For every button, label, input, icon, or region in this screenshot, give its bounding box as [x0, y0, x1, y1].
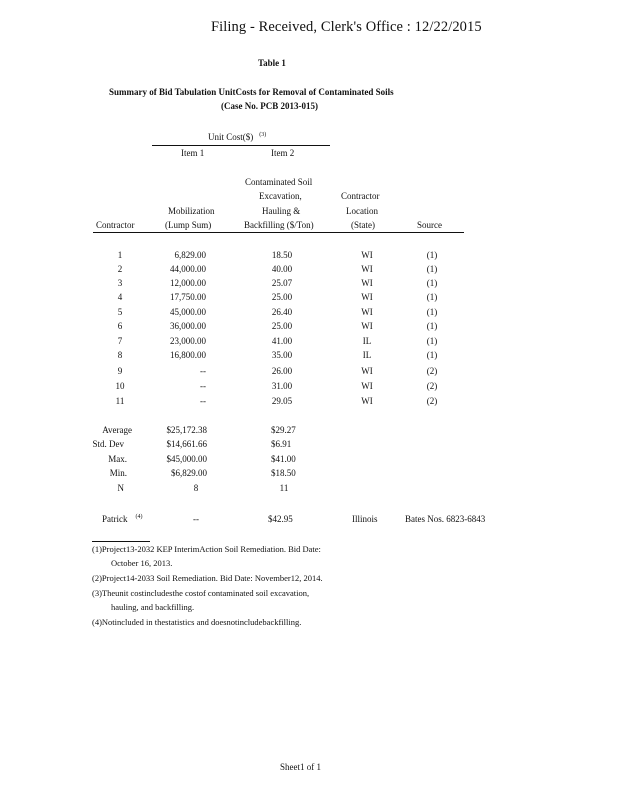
row-excavation: 31.00 — [271, 381, 293, 391]
stat-excavation: $41.00 — [271, 454, 296, 464]
excav-header-3: Hauling & — [262, 206, 301, 216]
row-mobilization: 45,000.00 — [170, 307, 206, 317]
row-excavation: 26.00 — [271, 366, 293, 376]
row-contractor: 11 — [115, 396, 125, 406]
patrick-mobilization: -- — [193, 514, 199, 524]
row-source: (1) — [426, 307, 438, 317]
row-excavation: 18.50 — [271, 250, 293, 260]
row-location: WI — [361, 396, 373, 406]
row-contractor: 4 — [117, 292, 123, 302]
row-mobilization: 17,750.00 — [170, 292, 206, 302]
footnote-1-cont: October 16, 2013. — [111, 558, 173, 568]
row-location: WI — [361, 307, 373, 317]
mobilization-header-1: Mobilization — [168, 206, 215, 216]
row-location: WI — [361, 250, 373, 260]
row-location: WI — [361, 278, 373, 288]
row-excavation: 26.40 — [271, 307, 293, 317]
row-excavation: 40.00 — [271, 264, 293, 274]
row-contractor: 8 — [117, 350, 123, 360]
stat-label: Max. — [108, 454, 127, 464]
row-mobilization: -- — [200, 396, 206, 406]
row-source: (1) — [426, 350, 438, 360]
stat-label: Average — [102, 425, 132, 435]
source-header: Source — [417, 220, 442, 230]
row-source: (2) — [426, 396, 438, 406]
item1-label: Item 1 — [181, 148, 205, 158]
stat-label: N — [117, 483, 124, 493]
row-location: IL — [362, 336, 372, 346]
stat-label: Std. Dev — [92, 439, 124, 449]
header-rule — [93, 232, 464, 233]
row-contractor: 6 — [117, 321, 123, 331]
footnote-3-cont: hauling, and backfilling. — [111, 602, 195, 612]
row-excavation: 25.07 — [271, 278, 293, 288]
sheet-footer: Sheet1 of 1 — [280, 762, 321, 772]
table-title: Table 1 — [258, 58, 286, 68]
unit-cost-text: Unit Cost($) — [208, 132, 254, 142]
patrick-source: Bates Nos. 6823-6843 — [405, 514, 486, 524]
mobilization-header-2: (Lump Sum) — [165, 220, 212, 230]
item2-label: Item 2 — [271, 148, 295, 158]
footnote-3: (3)Theunit costincludesthe costof contaminated soil excavation, — [92, 588, 310, 598]
row-source: (1) — [426, 278, 438, 288]
patrick-name: Patrick — [102, 514, 128, 524]
row-excavation: 41.00 — [271, 336, 293, 346]
row-contractor: 3 — [117, 278, 123, 288]
row-location: WI — [361, 292, 373, 302]
row-location: IL — [362, 350, 372, 360]
patrick-excavation: $42.95 — [268, 514, 293, 524]
row-mobilization: 44,000.00 — [170, 264, 206, 274]
stat-mobilization: $25,172.38 — [166, 425, 207, 435]
row-contractor: 2 — [117, 264, 123, 274]
filing-stamp: Filing - Received, Clerk's Office : 12/22/2015 — [211, 19, 482, 35]
row-location: WI — [361, 366, 373, 376]
location-header-2: Location — [346, 206, 378, 216]
row-contractor: 5 — [117, 307, 123, 317]
stat-label: Min. — [109, 468, 127, 478]
row-mobilization: 16,800.00 — [170, 350, 206, 360]
unit-cost-rule — [152, 145, 330, 146]
stat-mobilization: $14,661.66 — [166, 439, 207, 449]
contractor-header: Contractor — [96, 220, 135, 230]
patrick-note: (4) — [135, 514, 143, 520]
patrick-label — [102, 514, 143, 524]
row-mobilization: 23,000.00 — [170, 336, 206, 346]
row-location: WI — [361, 264, 373, 274]
row-mobilization: 6,829.00 — [174, 250, 206, 260]
footnote-4: (4)Notincluded in thestatistics and doesnotincludebackfilling. — [92, 617, 302, 627]
footnote-1: (1)Project13-2032 KEP InterimAction Soil Remediation. Bid Date: — [92, 544, 321, 554]
row-source: (1) — [426, 292, 438, 302]
row-source: (2) — [426, 366, 438, 376]
excav-header-1: Contaminated Soil — [245, 177, 313, 187]
row-mobilization: -- — [200, 366, 206, 376]
row-contractor: 10 — [115, 381, 125, 391]
row-contractor: 9 — [117, 366, 123, 376]
row-source: (2) — [426, 381, 438, 391]
excav-header-4: Backfilling ($/Ton) — [244, 220, 314, 230]
row-source: (1) — [426, 264, 438, 274]
stat-excavation: $29.27 — [271, 425, 296, 435]
summary-title: Summary of Bid Tabulation UnitCosts for Removal of Contaminated Soils — [109, 87, 394, 97]
row-mobilization: 36,000.00 — [170, 321, 206, 331]
stat-mobilization: $45,000.00 — [166, 454, 207, 464]
row-excavation: 29.05 — [271, 396, 293, 406]
footnote-rule — [92, 541, 150, 542]
case-number: (Case No. PCB 2013-015) — [221, 101, 318, 111]
patrick-location: Illinois — [352, 514, 378, 524]
excav-header-2: Excavation, — [259, 191, 302, 201]
row-mobilization: 12,000.00 — [170, 278, 206, 288]
stat-excavation: 11 — [279, 483, 289, 493]
row-excavation: 35.00 — [271, 350, 293, 360]
stat-excavation: $6.91 — [271, 439, 292, 449]
row-excavation: 25.00 — [271, 292, 293, 302]
unit-cost-label — [208, 132, 266, 142]
unit-cost-note: (3) — [259, 132, 267, 138]
row-source: (1) — [426, 336, 438, 346]
row-contractor: 7 — [117, 336, 123, 346]
row-mobilization: -- — [200, 381, 206, 391]
row-excavation: 25.00 — [271, 321, 293, 331]
stat-mobilization: $6,829.00 — [171, 468, 207, 478]
row-location: WI — [361, 321, 373, 331]
location-header-1: Contractor — [341, 191, 380, 201]
row-source: (1) — [426, 321, 438, 331]
stat-mobilization: 8 — [193, 483, 199, 493]
stat-excavation: $18.50 — [271, 468, 296, 478]
row-source: (1) — [426, 250, 438, 260]
footnote-2: (2)Project14-2033 Soil Remediation. Bid Date: November12, 2014. — [92, 573, 323, 583]
row-contractor: 1 — [117, 250, 123, 260]
row-location: WI — [361, 381, 373, 391]
location-header-3: (State) — [351, 220, 375, 230]
